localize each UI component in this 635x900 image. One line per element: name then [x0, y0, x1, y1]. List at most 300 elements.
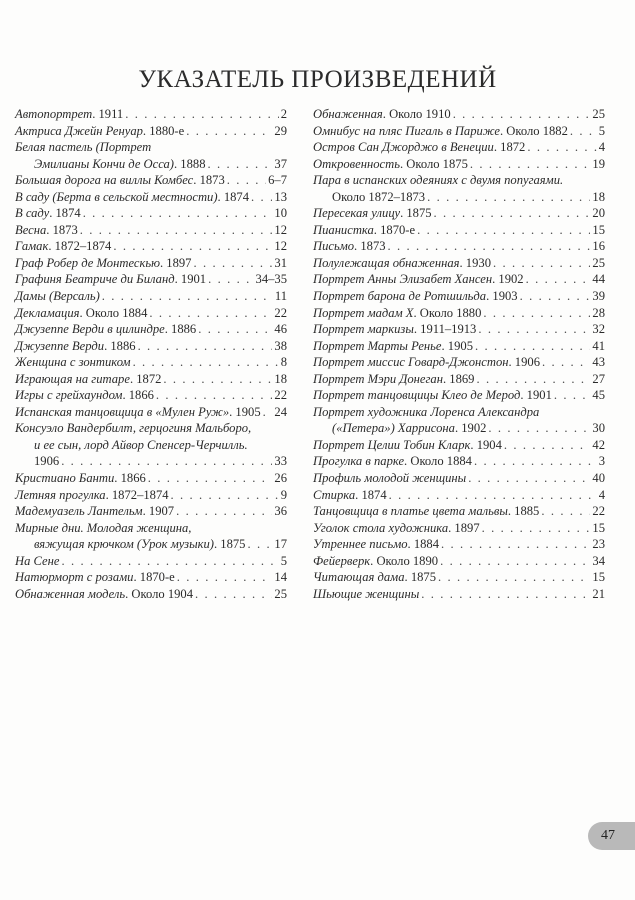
entry-line	[313, 420, 605, 437]
entry-year: . Около 1875	[399, 156, 468, 171]
entry-line	[313, 520, 605, 537]
entry-page: 46	[274, 322, 287, 337]
index-entry	[15, 305, 287, 322]
entry-title: Консуэло Вандербилт, герцогиня Мальборо,	[15, 421, 252, 436]
entry-line	[15, 106, 287, 123]
entry-page: 23	[592, 537, 605, 552]
index-entry	[15, 404, 287, 421]
dot-leader	[176, 503, 272, 520]
dot-leader	[421, 586, 590, 603]
dot-leader	[198, 321, 272, 338]
dot-leader	[138, 338, 273, 355]
entry-title: Играющая на гитаре	[15, 371, 130, 386]
entry-title: Автопортрет	[15, 107, 93, 121]
entry-page: 22	[274, 305, 287, 320]
entry-year: . 1875	[213, 537, 246, 552]
dot-leader	[474, 453, 597, 470]
entry-page: 18	[274, 371, 287, 386]
entry-title: Испанская танцовщица в «Мулен Руж»	[15, 404, 230, 419]
entry-year: . 1872	[493, 140, 526, 155]
entry-page: 22	[274, 388, 287, 403]
entry-line	[313, 106, 605, 123]
entry-title: Джузеппе Верди	[15, 338, 105, 353]
entry-page: 42	[592, 437, 605, 452]
entry-page: 30	[592, 421, 605, 436]
entry-title: Портрет барона де Ротшильда	[313, 289, 487, 304]
dot-leader	[542, 354, 590, 371]
index-entry	[15, 139, 287, 172]
entry-line	[313, 569, 605, 586]
entry-title: Шьющие женщины	[313, 586, 420, 601]
dot-leader	[208, 271, 253, 288]
entry-line	[313, 255, 605, 272]
dot-leader	[148, 470, 273, 487]
page-title: УКАЗАТЕЛЬ ПРОИЗВЕДЕНИЙ	[138, 66, 497, 93]
dot-leader	[263, 404, 273, 421]
entry-page: 32	[592, 322, 605, 337]
index-entry	[15, 321, 287, 338]
index-entry	[15, 271, 287, 288]
entry-page: 5	[280, 553, 287, 568]
entry-page: 2	[280, 107, 287, 121]
index-entry	[313, 437, 605, 454]
dot-leader	[149, 305, 272, 322]
entry-line	[15, 371, 287, 388]
index-entry	[313, 305, 605, 322]
entry-page: 12	[274, 239, 287, 254]
entry-title: Письмо	[313, 239, 355, 254]
dot-leader	[163, 371, 272, 388]
entry-year: . 1886	[164, 322, 197, 337]
page-number: 47	[588, 822, 635, 850]
entry-page: 15	[592, 222, 605, 237]
entry-title: Декламация	[15, 305, 80, 320]
index-entry	[15, 205, 287, 222]
index-entry	[15, 238, 287, 255]
index-entry	[15, 420, 287, 470]
index-entry	[313, 255, 605, 272]
entry-line	[15, 453, 287, 470]
entry-title: Большая дорога на виллы Комбес	[15, 173, 194, 188]
entry-title: Портрет художника Лоренса Александра	[313, 404, 540, 419]
entry-line	[15, 520, 287, 537]
entry-title: Мирные дни. Молодая женщина,	[15, 520, 192, 535]
dot-leader	[434, 205, 591, 222]
entry-page: 25	[592, 107, 605, 121]
entry-page: 41	[592, 338, 605, 353]
entry-title: Портрет Мэри Донеган	[313, 371, 443, 386]
entry-line	[313, 487, 605, 504]
dot-leader	[520, 288, 591, 305]
entry-year: . 1905	[441, 338, 473, 353]
entry-line	[15, 338, 287, 355]
entry-line	[15, 205, 287, 222]
entry-year: . 1880-е	[142, 123, 185, 138]
entry-page: 37	[274, 156, 287, 171]
entry-page: 4	[598, 140, 605, 155]
entry-line	[313, 586, 605, 603]
entry-page: 44	[592, 272, 605, 287]
index-entry	[313, 321, 605, 338]
dot-leader	[527, 139, 596, 156]
entry-title: Мадемуазель Лантельм	[15, 504, 143, 519]
entry-title: В саду	[15, 206, 50, 221]
dot-leader	[488, 420, 590, 437]
entry-year: . Около 1884	[404, 454, 472, 469]
entry-year: . 1870-е	[373, 222, 416, 237]
dot-leader	[61, 453, 272, 470]
entry-line	[313, 156, 605, 173]
entry-title: Игры с грейхаундом	[15, 388, 123, 403]
entry-year: . 1888	[174, 156, 206, 171]
entry-line	[313, 387, 605, 404]
dot-leader	[493, 255, 590, 272]
index-entry	[313, 404, 605, 437]
index-entry	[313, 470, 605, 487]
entry-line	[15, 222, 287, 239]
dot-leader	[247, 536, 272, 553]
entry-title: Профиль молодой женщины	[313, 471, 467, 486]
index-entry	[15, 172, 287, 189]
entry-title: Прогулка в парке	[313, 454, 405, 469]
entry-year: Около 1872–1873	[332, 189, 426, 204]
entry-line	[15, 503, 287, 520]
index-entry	[313, 569, 605, 586]
entry-line	[15, 553, 287, 570]
dot-leader	[156, 387, 272, 404]
entry-line	[15, 586, 287, 603]
entry-page: 39	[592, 289, 605, 304]
index-entry	[15, 354, 287, 371]
dot-leader	[504, 437, 591, 454]
entry-page: 40	[592, 471, 605, 486]
entry-line	[313, 437, 605, 454]
entry-year: . 1873	[193, 173, 225, 188]
dot-leader	[554, 387, 591, 404]
entry-title: Танцовщица в платье цвета мальвы	[313, 504, 508, 519]
entry-page: 9	[280, 487, 287, 502]
entry-year: . 1905	[229, 404, 261, 419]
entry-line	[313, 536, 605, 553]
entry-line	[313, 470, 605, 487]
entry-year: . 1866	[122, 388, 154, 403]
index-entry	[313, 536, 605, 553]
entry-title: Джузеппе Верди в цилиндре	[15, 322, 165, 337]
entry-year: . 1897	[159, 255, 192, 270]
entry-line	[15, 437, 287, 454]
dot-leader	[541, 503, 590, 520]
entry-title: Обнаженная	[313, 107, 383, 121]
index-entry	[15, 123, 287, 140]
index-entry	[15, 503, 287, 520]
index-entry	[15, 338, 287, 355]
dot-leader	[470, 156, 591, 173]
index-entry	[15, 553, 287, 570]
entry-line	[313, 238, 605, 255]
entry-title: Кристиано Банти	[15, 471, 115, 486]
entry-line	[313, 123, 605, 140]
entry-line	[15, 123, 287, 140]
entry-year: . 1874	[49, 206, 81, 221]
index-entry	[313, 453, 605, 470]
index-entry	[313, 487, 605, 504]
dot-leader	[207, 156, 272, 173]
entry-page: 10	[274, 206, 287, 221]
entry-line	[15, 156, 287, 173]
entry-year: . 1872–1874	[105, 487, 169, 502]
index-column-right	[313, 106, 605, 602]
dot-leader	[83, 205, 273, 222]
index-entry	[15, 222, 287, 239]
entry-page: 20	[592, 206, 605, 221]
entry-year: . 1907	[142, 504, 175, 519]
entry-year: . 1870-е	[133, 570, 175, 585]
index-entry	[313, 503, 605, 520]
entry-title: Граф Робер де Монтескью	[15, 255, 160, 270]
dot-leader	[417, 222, 590, 239]
dot-leader	[482, 520, 591, 537]
dot-leader	[80, 222, 273, 239]
entry-title: Читающая дама	[313, 570, 405, 585]
entry-page: 34	[592, 553, 605, 568]
dot-leader	[186, 123, 272, 140]
entry-title: Обнаженная модель	[15, 586, 126, 601]
entry-line	[313, 404, 605, 421]
entry-title: В саду (Берта в сельской местности)	[15, 189, 218, 204]
index-entry	[313, 586, 605, 603]
entry-line	[15, 487, 287, 504]
entry-title: Женщина с зонтиком	[15, 355, 131, 370]
entry-page: 26	[274, 471, 287, 486]
index-entry	[313, 238, 605, 255]
index-entry	[15, 569, 287, 586]
entry-line	[313, 271, 605, 288]
entry-page: 8	[280, 355, 287, 370]
entry-page: 4	[598, 487, 605, 502]
entry-line	[15, 139, 287, 156]
entry-page: 16	[592, 239, 605, 254]
entry-year: . 1874	[355, 487, 387, 502]
entry-year: . 1901	[174, 272, 207, 287]
entry-year: . 1885	[507, 504, 540, 519]
dot-leader	[388, 238, 591, 255]
entry-title: Портрет Марты Ренье	[313, 338, 442, 353]
entry-page: 36	[274, 504, 287, 519]
entry-line	[15, 255, 287, 272]
entry-title: Актриса Джейн Ренуар	[15, 123, 143, 138]
entry-line	[15, 404, 287, 421]
entry-line	[313, 354, 605, 371]
index-entry	[15, 288, 287, 305]
entry-title: Утреннее письмо	[313, 537, 408, 552]
dot-leader	[427, 189, 590, 206]
index-entry	[15, 106, 287, 123]
entry-line	[313, 453, 605, 470]
entry-title: Остров Сан Джорджо в Венеции	[313, 140, 494, 155]
entry-page: 6–7	[268, 173, 287, 188]
dot-leader	[171, 487, 279, 504]
entry-year: . 1902	[492, 272, 524, 287]
entry-year: . 1875	[404, 570, 437, 585]
dot-leader	[440, 553, 590, 570]
entry-year: . 1904	[470, 437, 502, 452]
entry-line	[15, 189, 287, 206]
entry-page: 3	[598, 454, 605, 469]
entry-line	[15, 321, 287, 338]
index-entry	[313, 172, 605, 205]
entry-line	[313, 172, 605, 189]
entry-line	[15, 172, 287, 189]
index-entry	[313, 338, 605, 355]
entry-title: Портрет миссис Говард-Джонстон	[313, 355, 509, 370]
dot-leader	[102, 288, 273, 305]
index-entry	[313, 106, 605, 123]
entry-page: 33	[274, 454, 287, 469]
entry-title: Портрет Анны Элизабет Хансен	[313, 272, 493, 287]
entry-title: Пианистка	[313, 222, 374, 237]
entry-page: 15	[592, 570, 605, 585]
entry-year: . Около 1882	[499, 123, 568, 138]
index-entry	[313, 139, 605, 156]
entry-line	[313, 205, 605, 222]
entry-year: 1906	[34, 454, 60, 469]
entry-title: Фейерверк	[313, 553, 371, 568]
entry-year: . 1911–1913	[413, 322, 477, 337]
entry-title: Дамы (Версаль)	[15, 289, 100, 304]
index-entry	[15, 520, 287, 553]
entry-title: Портрет мадам Х	[313, 305, 414, 320]
entry-page: 11	[274, 289, 287, 304]
entry-page: 17	[274, 537, 287, 552]
index-entry	[15, 255, 287, 272]
dot-leader	[476, 371, 590, 388]
entry-title: Уголок стола художника	[313, 520, 449, 535]
index-entry	[15, 189, 287, 206]
entry-title: Портрет Целии Тобин Кларк	[313, 437, 471, 452]
index-entry	[313, 123, 605, 140]
entry-title: Графиня Беатриче ди Биланд	[15, 272, 175, 287]
index-entry	[313, 520, 605, 537]
dot-leader	[441, 536, 590, 553]
index-entry	[15, 371, 287, 388]
entry-year: . Около 1880	[413, 305, 482, 320]
entry-year: . Около 1884	[79, 305, 148, 320]
entry-year: . 1901	[520, 388, 552, 403]
dot-leader	[61, 553, 278, 570]
entry-title: Портрет маркизы	[313, 322, 414, 337]
entry-page: 24	[274, 404, 287, 419]
dot-leader	[177, 569, 273, 586]
entry-page: 25	[274, 586, 287, 601]
entry-title: Откровенность	[313, 156, 400, 171]
entry-year: . 1911	[92, 107, 124, 121]
entry-year: . 1930	[459, 255, 491, 270]
index-entry	[15, 470, 287, 487]
dot-leader	[227, 172, 266, 189]
entry-page: 18	[592, 189, 605, 204]
entry-title: Весна	[15, 222, 47, 237]
entry-year: . 1866	[114, 471, 146, 486]
entry-year: . 1902	[454, 421, 487, 436]
entry-line	[15, 536, 287, 553]
entry-line	[313, 338, 605, 355]
entry-year: . 1869	[442, 371, 475, 386]
entry-title: Эмилианы Кончи де Осса)	[34, 156, 174, 171]
entry-page: 43	[592, 355, 605, 370]
entry-year: . 1874	[217, 189, 250, 204]
entry-line	[313, 222, 605, 239]
entry-line	[15, 238, 287, 255]
entry-line	[313, 503, 605, 520]
entry-page: 28	[592, 305, 605, 320]
entry-title: Летняя прогулка	[15, 487, 106, 502]
index-entry	[313, 271, 605, 288]
index-entry	[15, 487, 287, 504]
dot-leader	[125, 106, 278, 123]
entry-page: 14	[274, 570, 287, 585]
entry-page: 25	[592, 255, 605, 270]
dot-leader	[475, 338, 590, 355]
entry-page: 34–35	[255, 272, 287, 287]
entry-line	[313, 553, 605, 570]
entry-line	[313, 189, 605, 206]
entry-page: 15	[592, 520, 605, 535]
entry-year: . 1872–1874	[48, 239, 112, 254]
entry-page: 22	[592, 504, 605, 519]
entry-page: 5	[598, 123, 605, 138]
entry-title: Пара в испанских одеяниях с двумя попугаями.	[313, 173, 564, 188]
entry-year: . 1906	[508, 355, 540, 370]
entry-page: 29	[274, 123, 287, 138]
entry-page: 12	[274, 222, 287, 237]
entry-page: 38	[274, 338, 287, 353]
dot-leader	[570, 123, 597, 140]
entry-year: . 1872	[129, 371, 162, 386]
dot-leader	[133, 354, 279, 371]
entry-line	[15, 420, 287, 437]
entry-line	[15, 288, 287, 305]
entry-year: . 1884	[407, 537, 440, 552]
entry-title: («Петера») Харрисона	[332, 421, 455, 436]
dot-leader	[478, 321, 590, 338]
dot-leader	[193, 255, 272, 272]
index-column-left	[15, 106, 287, 602]
dot-leader	[389, 487, 597, 504]
entry-title: На Сене	[15, 553, 60, 568]
entry-title: и ее сын, лорд Айвор Спенсер-Черчилль.	[34, 437, 248, 452]
entry-title: Гамак	[15, 239, 49, 254]
index-entry	[15, 387, 287, 404]
dot-leader	[526, 271, 591, 288]
entry-page: 27	[592, 371, 605, 386]
entry-line	[15, 387, 287, 404]
dot-leader	[113, 238, 272, 255]
index-entry	[313, 156, 605, 173]
entry-line	[313, 305, 605, 322]
entry-title: Натюрморт с розами	[15, 570, 134, 585]
dot-leader	[453, 106, 591, 123]
entry-page: 21	[592, 586, 605, 601]
entry-year: . 1903	[486, 289, 518, 304]
index-entry	[313, 354, 605, 371]
index-entry	[313, 553, 605, 570]
entry-title: Омнибус на пляс Пигаль в Париже	[313, 123, 500, 138]
entry-title: Портрет танцовщицы Клео де Мерод	[313, 388, 521, 403]
entry-year: . Около 1910	[382, 107, 451, 121]
entry-line	[15, 470, 287, 487]
entry-year: . Около 1904	[125, 586, 194, 601]
index-entry	[313, 222, 605, 239]
